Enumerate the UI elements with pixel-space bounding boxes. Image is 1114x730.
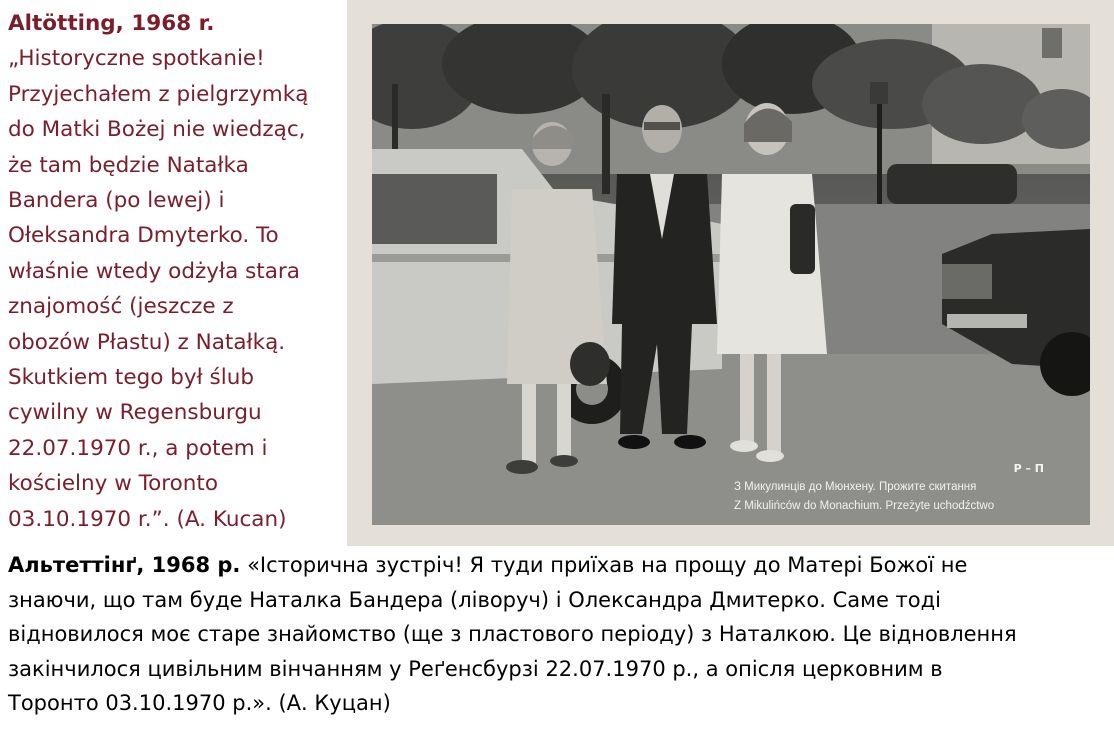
polish-caption-line: Skutkiem tego był ślub — [8, 365, 254, 391]
polish-caption-heading: Altötting, 1968 r. — [8, 11, 215, 36]
photo-caption — [734, 478, 1074, 516]
ukrainian-caption-line: знаючи, що там буде Наталка Бандера (ліворуч) і Олександра Дмитерко. Саме тоді — [8, 587, 941, 612]
ukrainian-caption-text: «Історична зустріч! Я туди приїхав на прощу до Матері Божої не — [240, 553, 968, 577]
polish-caption-line: do Matki Bożej nie wiedząc, — [8, 117, 306, 143]
ukrainian-caption-line: відновилося моє старе знайомство (ще з пластового періоду) з Наталкою. Це відновлення — [8, 622, 1017, 646]
photo-image — [372, 24, 1090, 525]
photo-caption-pl: Z Mikulińców do Monachium. Przeżyte uchodźctwo — [734, 500, 995, 512]
polish-caption-line: cywilny w Regensburgu — [8, 400, 262, 426]
polish-caption-line: „Historyczne spotkanie! — [8, 46, 265, 72]
polish-caption-line: że tam będzie Natałka — [8, 152, 249, 178]
polish-caption-line: kościelny w Toronto — [8, 471, 219, 497]
ukrainian-caption-heading: Альтеттінґ, 1968 р. — [8, 553, 241, 577]
photo-caption-ua: З Микулинців до Мюнхену. Прожите скитання — [734, 481, 977, 493]
historical-photo — [347, 0, 1114, 546]
photo-scene — [372, 24, 1090, 525]
ukrainian-caption-line — [8, 548, 1112, 583]
ukrainian-caption-line: закінчилося цивільним вінчанням у Реґенсбурзі 22.07.1970 р., а опісля церковним в — [8, 656, 943, 681]
ukrainian-caption — [8, 548, 1112, 721]
polish-caption-line: właśnie wtedy odżyła stara — [8, 258, 300, 284]
polish-caption-line: 22.07.1970 r., a potem i — [8, 435, 268, 461]
polish-caption — [8, 6, 338, 537]
polish-caption-line: znajomość (jeszcze z — [8, 294, 234, 320]
polish-caption-line: Przyjechałem z pielgrzymką — [8, 81, 309, 107]
photo-mark: Р – П — [1013, 462, 1044, 475]
polish-caption-line: obozów Płastu) z Natałką. — [8, 329, 286, 355]
polish-caption-line: Bandera (po lewej) i — [8, 188, 225, 214]
polish-caption-line: 03.10.1970 r.”. (A. Kucan) — [8, 506, 287, 532]
ukrainian-caption-line: Торонто 03.10.1970 р.». (А. Куцан) — [8, 691, 391, 715]
polish-caption-line: Ołeksandra Dmyterko. To — [8, 223, 279, 249]
